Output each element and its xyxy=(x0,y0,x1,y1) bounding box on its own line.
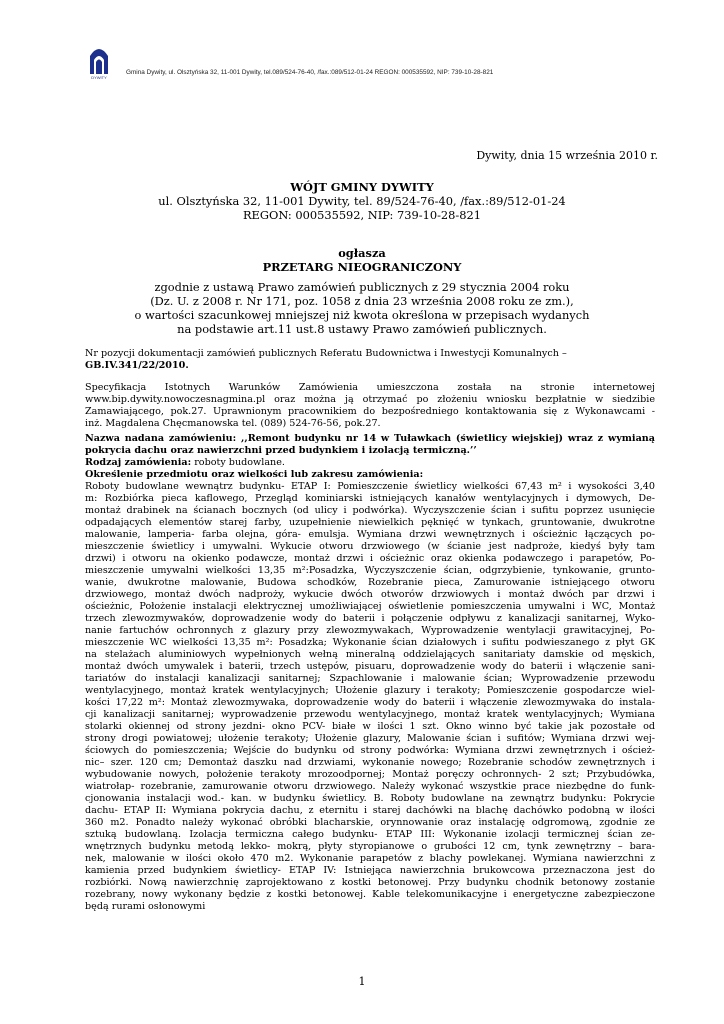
order-scope-label: Określenie przedmiotu oraz wielkości lub zakresu zamówienia: xyxy=(85,469,424,480)
scope-line: 360 m2. Ponadto należy wykonać obróbki blacharskie, orynnowanie oraz instalację odgromową, zgodnie ze xyxy=(85,817,655,828)
scope-line: kamienia przed budynkiem świetlicy- ETAP IV: Istniejąca nawierzchnia brukowcowa przeznaczona jest do xyxy=(85,865,655,876)
scope-line: drzwiowego, montaż dwóch nadproży, wykucie dwóch otworów drzwiowych i montaż dwóch par drzwi i xyxy=(85,589,655,600)
legal-line: zgodnie z ustawą Prawo zamówień publicznych z 29 stycznia 2004 roku xyxy=(154,280,570,294)
spec-line: Specyfikacja Istotnych Warunków Zamówienia umieszczona została na stronie internetowej xyxy=(85,382,655,393)
scope-line: kości 17,22 m²: Montaż zlewozmywaka, doprowadzenie wody do baterii i włączenie zlewozmywaka do instala- xyxy=(85,697,655,708)
order-kind-label: Rodzaj zamówienia: xyxy=(85,457,192,468)
scope-line: strony drogi powiatowej; ułożenie terakoty; Ułożenie glazury, Malowanie ścian i sufitów; Wymiana drzwi wej- xyxy=(85,733,655,744)
issuer-ids: REGON: 000535592, NIP: 739-10-28-821 xyxy=(242,208,481,222)
order-kind-value: roboty budowlane. xyxy=(191,457,285,468)
scope-line: Roboty budowlane wewnątrz budynku- ETAP I: Pomieszczenie świetlicy wielkości 67,43 m² i wysokości 3,40 xyxy=(85,481,655,492)
scope-line: malowanie, lamperia- farba olejna, góra- emulsja. Wymiana drzwi wewnętrznych i ościeżnic łączących po- xyxy=(85,529,655,540)
scope-line: montaż dwóch umywalek i baterii, trzech ustępów, pisuaru, doprowadzenie wody do baterii i włączenie sani- xyxy=(85,661,655,672)
scope-line: mieszczenie świetlicy i umywalni. Wykucie otworu drzwiowego (w ścianie jest nadproże, kiedyś były tam xyxy=(85,541,655,552)
scope-line: sztuką budowlaną. Izolacja termiczna całego budynku- ETAP III: Wykonanie izolacji termicznej ścian ze- xyxy=(85,829,655,840)
reference-text: Nr pozycji dokumentacji zamówień publicznych Referatu Budownictwa i Inwestycji Komunalnych – xyxy=(85,348,567,359)
specification-paragraph xyxy=(85,382,655,430)
scope-line: stolarki okiennej od strony jezdni- okno PCV- białe w ilości 1 szt. Okno winno być takie jak pozostałe od xyxy=(85,721,655,732)
scope-line: wiatrołap- rozebranie, zamurowanie otworu drzwiowego. Należy wykonać wszystkie prace niezbędne do funk- xyxy=(85,781,655,792)
spec-line: www.bip.dywity.nowoczesnagmina.pl oraz można ją otrzymać po złożeniu wniosku bezpłatnie w siedzibie xyxy=(85,394,655,405)
issuer-name: WÓJT GMINY DYWITY xyxy=(290,180,434,194)
scope-description xyxy=(85,481,655,913)
spec-line: Zamawiającego, pok.27. Uprawnionym pracownikiem do bezpośredniego kontaktowania się z Wykonawcami - xyxy=(85,406,655,417)
scope-line: wanie, dwukrotne malowanie, Budowa schodków, Rozebranie pieca, Zamurowanie istniejącego otworu xyxy=(85,577,655,588)
logo-caption: DYWITY xyxy=(91,75,107,80)
scope-line: dachu- ETAP II: Wymiana pokrycia dachu, z eternitu i starej dachówki na blachę dachówko podobną w ilości xyxy=(85,805,655,816)
tender-type: PRZETARG NIEOGRANICZONY xyxy=(262,260,462,274)
order-section xyxy=(85,433,655,913)
announce-word: ogłasza xyxy=(338,246,386,260)
scope-line: tariatów do instalacji kanalizacji sanitarnej; Szpachlowanie i malowanie ścian; Wyprowadzenie przewodu xyxy=(85,673,655,684)
issuer-address: ul. Olsztyńska 32, 11-001 Dywity, tel. 89/524-76-40, /fax.:89/512-01-24 xyxy=(158,194,566,208)
scope-line: nek, malowanie w ilości około 470 m2. Wykonanie parapetów z blachy powlekanej. Wymiana nawierzchni z xyxy=(85,853,655,864)
scope-line: wentylacyjnego, montaż kratek wentylacyjnych; Ułożenie glazury i terakoty; Pomieszczenie gospodarcze wiel- xyxy=(85,685,655,696)
scope-line: trzech zlewozmywaków, doprowadzenie wody do baterii i połączenie odpływu z kanalizacji sanitarnej, Wyko- xyxy=(85,613,655,624)
legal-line: (Dz. U. z 2008 r. Nr 171, poz. 1058 z dnia 23 września 2008 roku ze zm.), xyxy=(150,294,574,308)
scope-line: ściowych do pomieszczenia; Wejście do budynku od strony podwórka: Wymiana drzwi zewnętrznych i oścież- xyxy=(85,745,655,756)
scope-line: nanie fartuchów ochronnych z glazury przy zlewozmywakach, Wyprowadzenie wentylacji grawitacyjnej, Po- xyxy=(85,625,655,636)
issuer-block xyxy=(60,180,664,222)
scope-line: wnętrznych budynku metodą lekko- mokrą, płyty styropianowe o grubości 12 cm, tynk zewnętrzny – bara- xyxy=(85,841,655,852)
legal-basis xyxy=(60,280,664,336)
scope-line: nic– szer. 120 cm; Demontaż daszku nad drzwiami, wykonanie nowego; Rozebranie schodów zewnętrznych i xyxy=(85,757,655,768)
scope-line: m: Rozbiórka pieca kaflowego, Przegląd kominiarski istniejących kanałów wentylacyjnych i dymowych, De- xyxy=(85,493,655,504)
order-name-label: Nazwa nadana zamówieniu: xyxy=(85,433,237,444)
scope-line: drzwi) i otworu na okienko podawcze, montaż drzwi i ościeżnic oraz okienka podawczego i parapetów, Po- xyxy=(85,553,655,564)
spec-line: inż. Magdalena Chęcmanowska tel. (089) 524-76-56, pok.27. xyxy=(85,418,381,429)
scope-line: ościeżnic, Położenie instalacji elektrycznej umożliwiającej oświetlenie pomieszczenia umywalni i WC, Montaż xyxy=(85,601,655,612)
page-number: 1 xyxy=(358,975,366,988)
order-name-value: ,,Remont budynku nr 14 w Tuławkach (świetlicy wiejskiej) wraz z wymianą xyxy=(236,433,655,444)
scope-line: będą rurami osłonowymi xyxy=(85,901,206,912)
scope-line: mieszczenie WC wielkości 13,35 m²: Posadzka; Wykonanie ścian działowych i sufitu podwieszanego z płyt GK xyxy=(85,637,655,648)
scope-line: cjonowania instalacji wod.- kan. w budynku świetlicy. B. Roboty budowlane na zewnątrz budynku: Pokrycie xyxy=(85,793,655,804)
scope-line: montaż drabinek na ścianach bocznych (od ulicy i podwórka). Wyczyszczenie ścian i sufitu poprzez usunięcie xyxy=(85,505,655,516)
gmina-logo xyxy=(88,44,110,80)
scope-line: rozbiórki. Nową nawierzchnię zaprojektowano z kostki betonowej. Przy budynku chodnik betonowy zostanie xyxy=(85,877,655,888)
legal-line: na podstawie art.11 ust.8 ustawy Prawo zamówień publicznych. xyxy=(177,322,547,336)
scope-line: wybudowanie nowych, położenie terakoty mrozoodpornej; Montaż poręczy ochronnych- 2 szt; Przybudówka, xyxy=(85,769,655,780)
document-date: Dywity, dnia 15 września 2010 r. xyxy=(476,149,658,162)
scope-line: cji kanalizacji sanitarnej; wyprowadzenie przewodu wentylacyjnego, montaż kratek wentylacyjnych; Wymiana xyxy=(85,709,655,720)
announcement xyxy=(60,246,664,274)
order-name-value-cont: pokrycia dachu oraz nawierzchni przed budynkiem i izolacją termiczną.’’ xyxy=(85,445,477,456)
scope-line: rozebrany, nowy wykonany będzie z kostki betonowej. Kable telekomunikacyjne i energetyczne zabezpieczone xyxy=(85,889,655,900)
legal-line: o wartości szacunkowej mniejszej niż kwota określona w przepisach wydanych xyxy=(134,308,590,322)
letterhead-contact: Gmina Dywity, ul. Olsztyńska 32, 11-001 Dywity, tel.089/524-76-40, /fax.:089/512-01-24 REGON: 000535592, NIP: 739-10-28-821 xyxy=(126,69,494,76)
scope-line: na stelażach aluminiowych wypełnionych wełną mineralną oddzielających sanitariaty damskie od męskich, xyxy=(85,649,655,660)
order-kind-line xyxy=(85,457,655,469)
order-name-line xyxy=(85,433,655,445)
scope-line: odpadających elementów starej farby, uzupełnienie niewielkich pęknięć w tynkach, gruntowanie, dwukrotne xyxy=(85,517,655,528)
scope-line: mieszczenie umywalni wielkości 13,35 m²:Posadzka, Wyczyszczenie ścian, odgrzybienie, tynkowanie, grunto- xyxy=(85,565,655,576)
reference-paragraph xyxy=(85,348,655,372)
reference-code: GB.IV.341/22/2010. xyxy=(85,360,189,371)
